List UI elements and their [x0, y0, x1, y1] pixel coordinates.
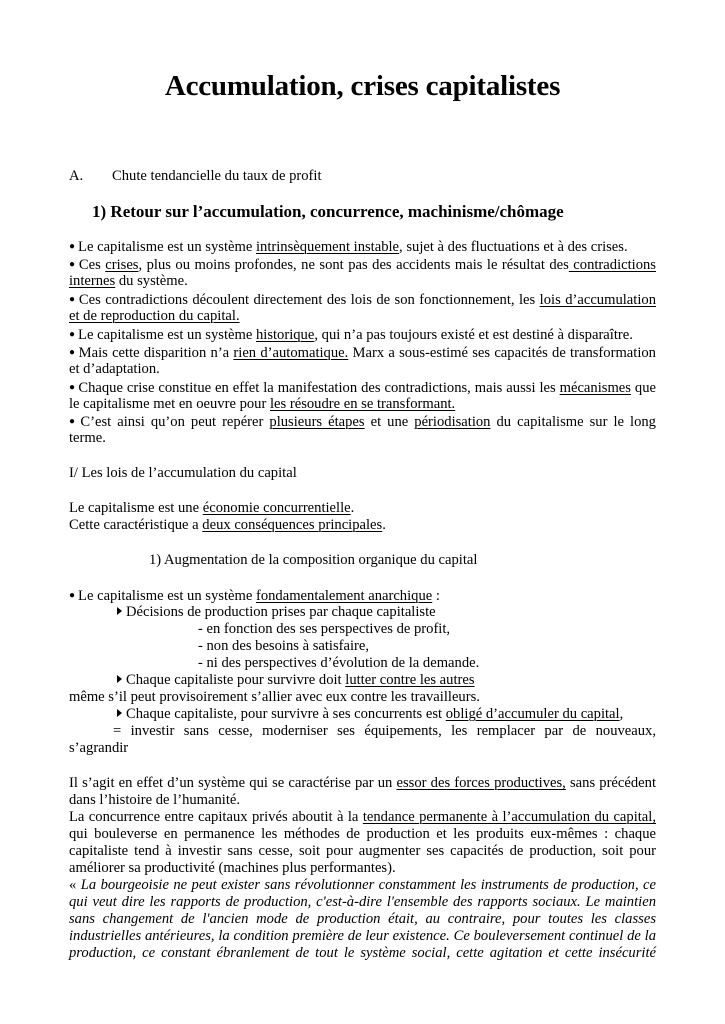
- bullet-continuation: [69, 273, 188, 290]
- triangle-bullet-icon: [117, 709, 122, 717]
- bullet-item: [69, 344, 656, 362]
- underlined-text: deux conséquences principales: [202, 517, 383, 533]
- text: .: [350, 500, 355, 516]
- subheading: 1) Augmentation de la composition organique du capital: [149, 552, 478, 568]
- para-concurrence-line-3: capitaliste tend à investir sans cesse, soit pour augmenter ses capacités de production, soit pour: [69, 843, 656, 859]
- underlined-text: historique: [255, 327, 315, 343]
- text: terme.: [69, 430, 106, 446]
- bullet-item: [69, 587, 440, 605]
- underlined-text: contradictions: [568, 257, 656, 273]
- quote-line-2: qui veut dire les rapports de production, c'est-à-dire l'ensemble des rapports sociaux. Le maintien: [69, 894, 656, 910]
- bullet-icon: ●: [69, 590, 76, 601]
- text: sans précédent: [565, 775, 656, 791]
- para-concurrence-line-4: améliorer sa productivité (machines plus performantes).: [69, 860, 396, 876]
- underlined-text: rien d’automatique.: [233, 345, 349, 361]
- text: Chaque crise constitue en effet la manifestation des contradictions, mais aussi les: [78, 380, 560, 396]
- text: .: [382, 517, 386, 533]
- quote-line-1: [69, 877, 656, 894]
- arrow-item: [117, 672, 475, 689]
- quote-line-5: production, ce constant ébranlement de tout le système social, cette agitation et cette insécurité: [69, 945, 656, 961]
- dash-item: - non des besoins à satisfaire,: [198, 638, 370, 654]
- bullet-continuation: [69, 430, 106, 447]
- document-title: Accumulation, crises capitalistes: [164, 70, 561, 102]
- bullet-continuation: [69, 361, 160, 378]
- underlined-text: internes: [69, 273, 116, 289]
- text: du capitalisme sur le long: [490, 414, 656, 430]
- bullet-item: [69, 238, 628, 256]
- invest-line-2: s’agrandir: [69, 740, 129, 756]
- bullet-icon: ●: [69, 382, 76, 393]
- underlined-text: essor des forces productives,: [396, 775, 566, 791]
- text: Le capitalisme est un système: [78, 239, 256, 255]
- quote-line-3: sans changement de l'ancien mode de production était, au contraire, pour toutes les classes: [69, 911, 656, 927]
- quote-line-4: industrielles antérieures, la condition première de leur existence. Ce bouleversement continuel de la: [69, 928, 656, 944]
- bullet-icon: ●: [69, 259, 76, 270]
- text: La concurrence entre capitaux privés aboutit à la: [69, 809, 363, 825]
- section-1-heading: I/ Les lois de l’accumulation du capital: [69, 465, 297, 481]
- dash-item: - ni des perspectives d’évolution de la demande.: [198, 655, 480, 671]
- text: , plus ou moins profondes, ne sont pas des accidents mais le résultat des: [138, 257, 569, 273]
- bullet-item: [69, 256, 656, 274]
- bullet-icon: ●: [69, 416, 78, 427]
- bullet-item: [69, 413, 656, 431]
- heading-1-text: Retour sur l’accumulation, concurrence, machinisme/chômage: [110, 202, 564, 221]
- text: que: [630, 380, 656, 396]
- underlined-text: intrinsèquement instable: [255, 239, 400, 255]
- text: Chaque capitaliste pour survivre doit: [126, 672, 346, 688]
- para-concurrence-line-2: qui bouleverse en permanence les méthodes de production et les produits eux-mêmes : chaque: [69, 826, 656, 842]
- underlined-text: économie concurrentielle: [202, 500, 351, 516]
- text: Décisions de production prises par chaque capitaliste: [126, 604, 436, 620]
- text: Le capitalisme est un système: [78, 327, 256, 343]
- underlined-text: obligé d’accumuler du capital: [445, 706, 620, 722]
- underlined-text: crises: [105, 257, 139, 273]
- text: Ces: [78, 257, 106, 273]
- heading-1-number: 1): [92, 202, 107, 221]
- arrow-item: [117, 706, 623, 723]
- text: ,: [619, 706, 624, 722]
- para-concurrence: [69, 809, 656, 826]
- underlined-text: et de reproduction du capital.: [69, 308, 240, 324]
- section-a: [69, 168, 322, 185]
- text: , qui n’a pas toujours existé et est destiné à disparaître.: [314, 327, 633, 343]
- text: Le capitalisme est une: [69, 500, 203, 516]
- text: La bourgeoisie ne peut exister sans révolutionner constamment les instruments de production, ce: [80, 877, 657, 893]
- triangle-bullet-icon: [117, 607, 122, 615]
- section-a-label: A.: [69, 168, 84, 184]
- heading-1: [92, 203, 564, 220]
- bullet-item: [69, 291, 656, 309]
- underlined-text: mécanismes: [559, 380, 631, 396]
- intro-line-1: [69, 500, 354, 517]
- text: C’est ainsi qu’on peut repérer: [80, 414, 270, 430]
- text: le capitalisme met en oeuvre pour: [69, 396, 270, 412]
- dash-item: - en fonction des ses perspectives de profit,: [198, 621, 451, 637]
- text: Chaque capitaliste, pour survivre à ses concurrents est: [126, 706, 446, 722]
- underlined-text: périodisation: [414, 414, 491, 430]
- underlined-text: les résoudre en se transformant.: [270, 396, 456, 412]
- text: Le capitalisme est un système: [78, 588, 256, 604]
- underlined-text: plusieurs étapes: [269, 414, 365, 430]
- text: Marx a sous-estimé ses capacités de transformation: [348, 345, 656, 361]
- underlined-text: fondamentalement anarchique: [255, 588, 433, 604]
- para-essor: [69, 775, 656, 792]
- text: Mais cette disparition n’a: [78, 345, 234, 361]
- text: Ces contradictions découlent directement des lois de son fonctionnement, les: [78, 292, 540, 308]
- bullet-continuation: [69, 396, 455, 413]
- bullet-item: [69, 326, 633, 344]
- bullet-icon: ●: [69, 329, 76, 340]
- invest-line: = investir sans cesse, moderniser ses équipements, les remplacer par de nouveaux,: [113, 723, 656, 739]
- quote-mark: «: [69, 877, 81, 893]
- text: , sujet à des fluctuations et à des crises.: [399, 239, 628, 255]
- bullet-item: [69, 379, 656, 397]
- triangle-bullet-icon: [117, 675, 122, 683]
- section-a-text: Chute tendancielle du taux de profit: [112, 168, 322, 184]
- bullet-continuation: [69, 308, 240, 325]
- text: et d’adaptation.: [69, 361, 160, 377]
- underlined-text: lois d’accumulation: [539, 292, 656, 308]
- bullet-icon: ●: [69, 347, 76, 358]
- underlined-text: tendance permanente à l’accumulation du capital,: [362, 809, 656, 825]
- text: et une: [364, 414, 415, 430]
- text: :: [432, 588, 440, 604]
- underlined-text: lutter contre les autres: [345, 672, 475, 688]
- bullet-icon: ●: [69, 241, 76, 252]
- text: du système.: [115, 273, 188, 289]
- para-essor-line-2: dans l’histoire de l’humanité.: [69, 792, 241, 808]
- text: Cette caractéristique a: [69, 517, 203, 533]
- arrow-continuation: même s’il peut provisoirement s’allier avec eux contre les travailleurs.: [69, 689, 480, 705]
- text: Il s’agit en effet d’un système qui se caractérise par un: [69, 775, 397, 791]
- bullet-icon: ●: [69, 294, 76, 305]
- arrow-item: [117, 604, 436, 621]
- intro-line-2: [69, 517, 386, 534]
